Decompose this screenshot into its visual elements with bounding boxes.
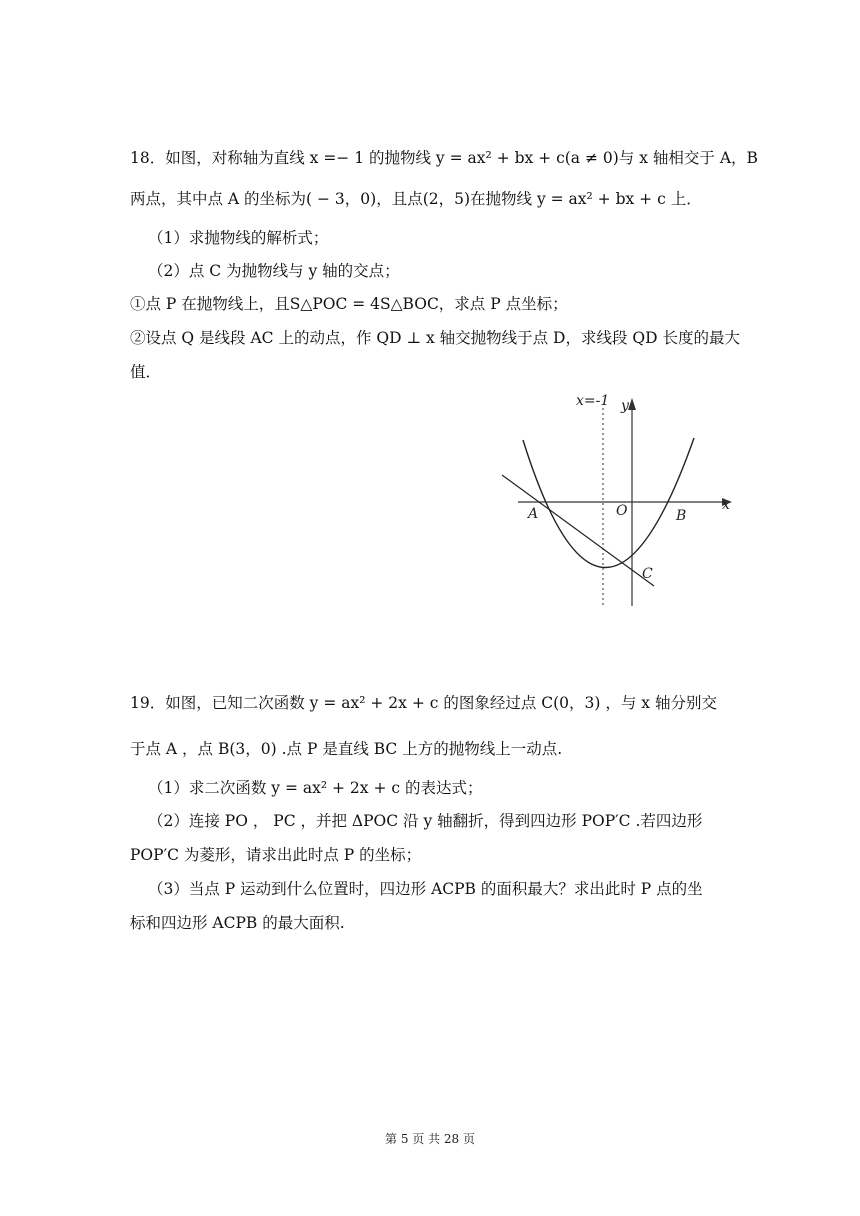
problem-18-line-end: 值． [130, 363, 162, 381]
problem-18-line-2: 两点，其中点 A 的坐标为( − 3，0)，且点(2，5)在抛物线 y = ax² + bx + c 上． [130, 190, 702, 208]
problem-18-line-1: 18．如图，对称轴为直线 x =− 1 的抛物线 y = ax² + bx + c(a ≠ 0)与 x 轴相交于 A，B [130, 149, 758, 167]
y-axis-label: y [621, 398, 629, 414]
symmetry-axis-label: x=-1 [576, 393, 610, 409]
problem-19-part-2-cont: POP′C 为菱形，请求出此时点 P 的坐标； [130, 846, 422, 864]
problem-18-part-1: （1）求抛物线的解析式； [148, 229, 329, 247]
origin-label: O [616, 503, 628, 519]
problem-19-part-1: （1）求二次函数 y = ax² + 2x + c 的表达式； [148, 779, 483, 797]
problem-18-part-2-1: ①点 P 在抛物线上，且S△POC = 4S△BOC，求点 P 点坐标； [130, 295, 568, 313]
problem-19-part-2: （2）连接 PO ， PC ，并把 ΔPOC 沿 y 轴翻折，得到四边形 POP′C .若四边形 [148, 812, 703, 830]
problem-18-part-2: （2）点 C 为抛物线与 y 轴的交点； [148, 262, 400, 280]
problem-18-part-2-2: ②设点 Q 是线段 AC 上的动点，作 QD ⊥ x 轴交抛物线于点 D，求线段 QD 长度的最大 [130, 329, 740, 347]
problem-19-line-2: 于点 A ，点 B(3，0) .点 P 是直线 BC 上方的抛物线上一动点. [130, 740, 563, 758]
problem-19-line-1: 19．如图，已知二次函数 y = ax² + 2x + c 的图象经过点 C(0，3) ，与 x 轴分别交 [130, 694, 717, 712]
problem-19-part-3-cont: 标和四边形 ACPB 的最大面积. [130, 914, 345, 932]
point-b-label: B [676, 508, 687, 524]
problem-19-part-3: （3）当点 P 运动到什么位置时，四边形 ACPB 的面积最大？求出此时 P 点的坐 [148, 880, 703, 898]
point-c-label: C [642, 566, 653, 582]
page-footer: 第 5 页 共 28 页 [385, 1132, 475, 1146]
point-a-label: A [528, 506, 539, 522]
x-axis-label: x [722, 497, 730, 513]
